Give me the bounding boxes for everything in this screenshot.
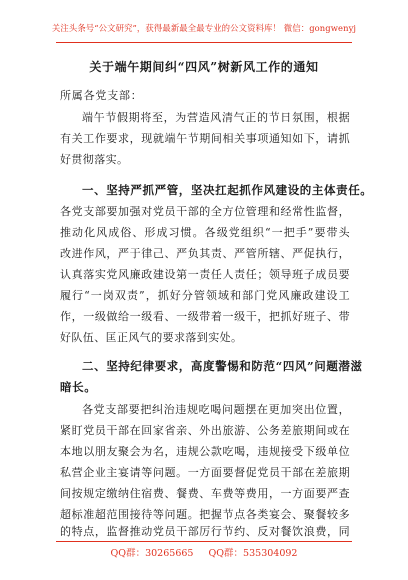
footer-qq-group-1: QQ群：30265665 bbox=[110, 548, 194, 559]
document-title: 关于端午期间纠“四风”树新风工作的通知 bbox=[89, 60, 319, 74]
section1-heading: 一、坚持严抓严管，坚决扛起抓作风建设的主体责任。 bbox=[82, 183, 373, 197]
header-rule bbox=[56, 42, 352, 43]
section1-line-7: 好队伍、匡正风气的要求落到实处。 bbox=[60, 331, 243, 344]
section2-line-6: 超标准超范围接待等问题。把握节点各类宴会、聚餐较多 bbox=[60, 508, 350, 521]
section1-line-1: 各党支部要加强对党员干部的全方位管理和经常性监督， bbox=[60, 205, 350, 218]
section1-line-4: 认真落实党风廉政建设第一责任人责任；领导班子成员要 bbox=[60, 268, 350, 281]
header-banner: 关注头条号“公文研究”，获得最新最全最专业的公文资料库！ 微信：gongwenyj bbox=[51, 23, 357, 33]
section2-heading-cont: 暗长。 bbox=[60, 380, 97, 394]
section1-line-6: 作，一级做给一级看、一级带着一级干，把抓好班子、带 bbox=[60, 310, 350, 323]
intro-line-3: 好贯彻落实。 bbox=[60, 153, 129, 166]
section2-heading: 二、坚持纪律要求，高度警惕和防范“四风”问题潜滋 bbox=[82, 359, 363, 373]
salutation: 所属各党支部： bbox=[60, 89, 143, 102]
section2-line-7: 的特点，监督推动党员干部厉行节约、反对餐饮浪费，同 bbox=[60, 525, 350, 538]
intro-line-1: 端午节假期将至，为营造风清气正的节日氛围，根据 bbox=[82, 111, 350, 124]
section2-line-1: 各党支部要把纠治违规吃喝问题摆在更加突出位置， bbox=[82, 403, 350, 416]
section2-line-2: 紧盯党员干部在回家省亲、外出旅游、公务差旅期间或在 bbox=[60, 424, 350, 437]
intro-line-2: 有关工作要求，现就端午节期间相关事项通知如下，请抓 bbox=[60, 132, 350, 145]
section1-line-3: 改进作风，严于律己、严负其责、严管所辖、严促执行， bbox=[60, 247, 350, 260]
section2-line-4: 私营企业主宴请等问题。一方面要督促党员干部在差旅期 bbox=[60, 466, 350, 479]
section2-line-5: 间按规定缴纳住宿费、餐费、车费等费用，一方面要严查 bbox=[60, 487, 350, 500]
section2-line-3: 本地以朋友聚会为名，违规公款吃喝，违规接受下级单位 bbox=[60, 445, 350, 458]
section1-line-2: 推动化风成俗、形成习惯。各级党组织“一把手”要带头 bbox=[60, 226, 350, 239]
footer bbox=[0, 545, 408, 559]
section1-line-5: 履行“一岗双责”，抓好分管领域和部门党风廉政建设工 bbox=[60, 289, 350, 302]
footer-qq-group-2: QQ群：535304092 bbox=[208, 548, 298, 559]
footer-rule bbox=[56, 541, 352, 542]
